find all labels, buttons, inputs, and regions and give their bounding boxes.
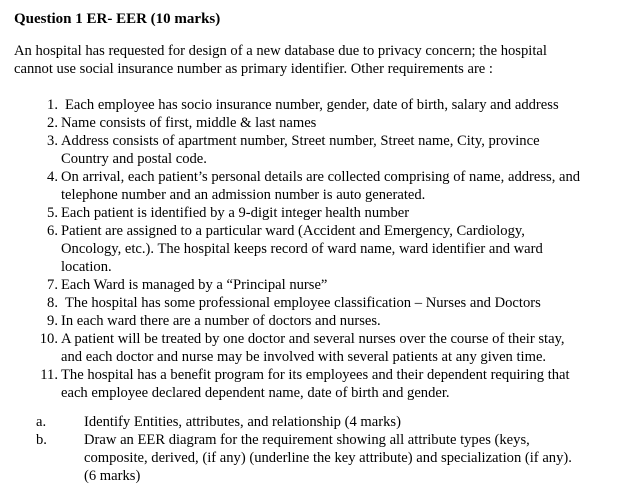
- requirements-list: [0, 96, 629, 402]
- requirement-text: Each employee has socio insurance number, gender, date of birth, salary and address: [65, 97, 559, 113]
- requirement-text: On arrival, each patient’s personal details are collected comprising of name, address, and: [61, 169, 581, 185]
- requirement-number: 4.: [47, 169, 58, 185]
- requirement-item: [0, 276, 629, 294]
- requirement-number: 9.: [47, 313, 58, 329]
- requirement-item: [0, 312, 629, 330]
- requirement-item: [0, 330, 629, 366]
- requirement-number: 6.: [47, 223, 58, 239]
- requirement-item: [0, 204, 629, 222]
- requirement-text: Country and postal code.: [61, 151, 207, 167]
- tasks-list: [0, 413, 629, 485]
- requirement-text: Patient are assigned to a particular ward (Accident and Emergency, Cardiology,: [61, 223, 525, 239]
- requirement-number: 10.: [39, 331, 58, 347]
- requirement-text: Address consists of apartment number, Street number, Street name, City, province: [61, 133, 540, 149]
- task-text: Identify Entities, attributes, and relationship (4 marks): [84, 414, 401, 430]
- task-letter: b.: [36, 432, 47, 448]
- requirement-item: [0, 366, 629, 402]
- requirement-item: [0, 96, 629, 114]
- requirement-item: [0, 132, 629, 168]
- requirement-number: 8.: [47, 295, 58, 311]
- requirement-text: A patient will be treated by one doctor and several nurses over the course of their stay,: [61, 331, 565, 347]
- requirement-number: 1.: [47, 97, 58, 113]
- requirement-text: Each Ward is managed by a “Principal nurse”: [61, 277, 328, 293]
- requirement-text: Name consists of first, middle & last names: [61, 115, 317, 131]
- question-heading: Question 1 ER- EER (10 marks): [14, 11, 221, 27]
- task-text: (6 marks): [84, 468, 141, 484]
- requirement-text: each employee declared dependent name, date of birth and gender.: [61, 385, 450, 401]
- requirement-number: 2.: [47, 115, 58, 131]
- intro-line: An hospital has requested for design of a new database due to privacy concern; the hospital: [14, 43, 547, 59]
- requirement-text: Each patient is identified by a 9-digit integer health number: [61, 205, 410, 221]
- requirement-item: [0, 294, 629, 312]
- requirement-text: The hospital has some professional employee classification – Nurses and Doctors: [65, 295, 541, 311]
- requirement-text: The hospital has a benefit program for its employees and their dependent requiring that: [61, 367, 570, 383]
- intro-paragraph: [14, 42, 614, 78]
- requirement-text: Oncology, etc.). The hospital keeps record of ward name, ward identifier and ward: [61, 241, 543, 257]
- requirement-item: [0, 168, 629, 204]
- task-text: Draw an EER diagram for the requirement showing all attribute types (keys,: [84, 432, 530, 448]
- task-letter: a.: [36, 414, 47, 430]
- requirement-text: telephone number and an admission number is auto generated.: [61, 187, 426, 203]
- intro-line: cannot use social insurance number as primary identifier. Other requirements are :: [14, 61, 493, 77]
- requirement-number: 7.: [47, 277, 58, 293]
- task-item: [0, 413, 629, 431]
- requirement-number: 11.: [40, 367, 58, 383]
- requirement-item: [0, 222, 629, 276]
- task-item: [0, 431, 629, 485]
- requirement-number: 3.: [47, 133, 58, 149]
- requirement-text: In each ward there are a number of doctors and nurses.: [61, 313, 381, 329]
- task-text: composite, derived, (if any) (underline the key attribute) and specialization (if any).: [84, 450, 572, 466]
- requirement-item: [0, 114, 629, 132]
- requirement-text: location.: [61, 259, 112, 275]
- requirement-number: 5.: [47, 205, 58, 221]
- requirement-text: and each doctor and nurse may be involved with several patients at any given time.: [61, 349, 547, 365]
